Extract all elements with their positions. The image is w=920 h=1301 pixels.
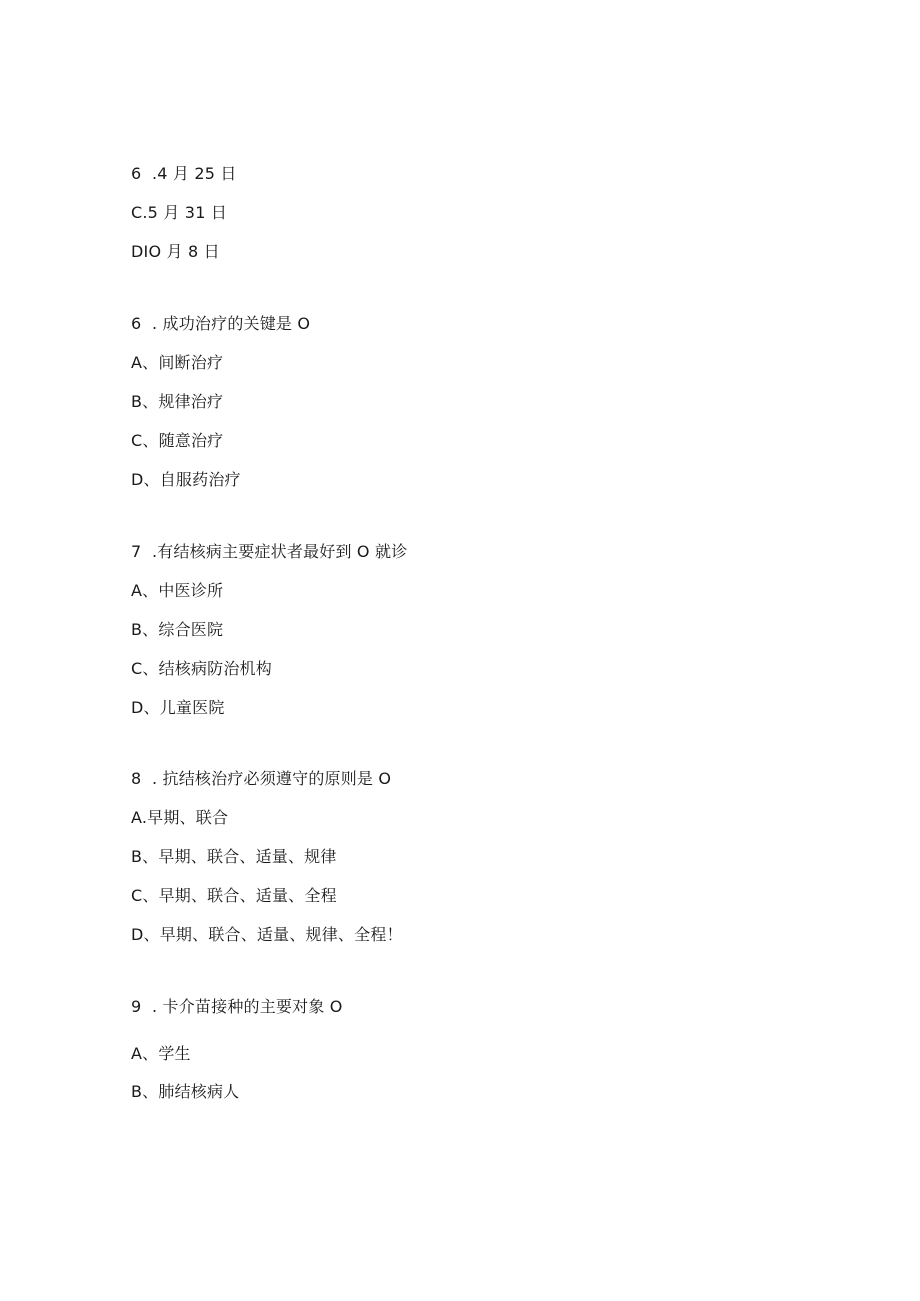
question-8-option-d: D、早期、联合、适量、规律、全程！ <box>131 925 403 944</box>
question-7-stem: 7 .有结核病主要症状者最好到 O 就诊 <box>131 542 408 561</box>
question-6-option-c: C、随意治疗 <box>131 431 224 450</box>
question-6-option-d: D、自服药治疗 <box>131 470 241 489</box>
question-8-option-c: C、早期、联合、适量、全程 <box>131 886 337 905</box>
question-7-option-c: C、结核病防治机构 <box>131 659 272 678</box>
question-6-stem: 6 . 成功治疗的关键是 O <box>131 314 311 333</box>
question-6-option-b: B、规律治疗 <box>131 392 224 411</box>
question-7-option-b: B、综合医院 <box>131 620 224 639</box>
question-6-option-a: A、间断治疗 <box>131 353 224 372</box>
question-9-stem: 9 . 卡介苗接种的主要对象 O <box>131 997 343 1016</box>
question-8-option-a: A.早期、联合 <box>131 808 229 827</box>
question-5-option-c: C.5 月 31 日 <box>131 203 228 222</box>
question-9-option-b: B、肺结核病人 <box>131 1082 240 1101</box>
question-9-option-a: A、学生 <box>131 1044 191 1063</box>
question-5-option-d: DIO 月 8 日 <box>131 242 220 261</box>
question-7-option-a: A、中医诊所 <box>131 581 224 600</box>
question-7-option-d: D、儿童医院 <box>131 698 225 717</box>
question-8-stem: 8 . 抗结核治疗必须遵守的原则是 O <box>131 769 392 788</box>
question-8-option-b: B、早期、联合、适量、规律 <box>131 847 337 866</box>
question-5-option-b: 6 .4 月 25 日 <box>131 164 237 183</box>
